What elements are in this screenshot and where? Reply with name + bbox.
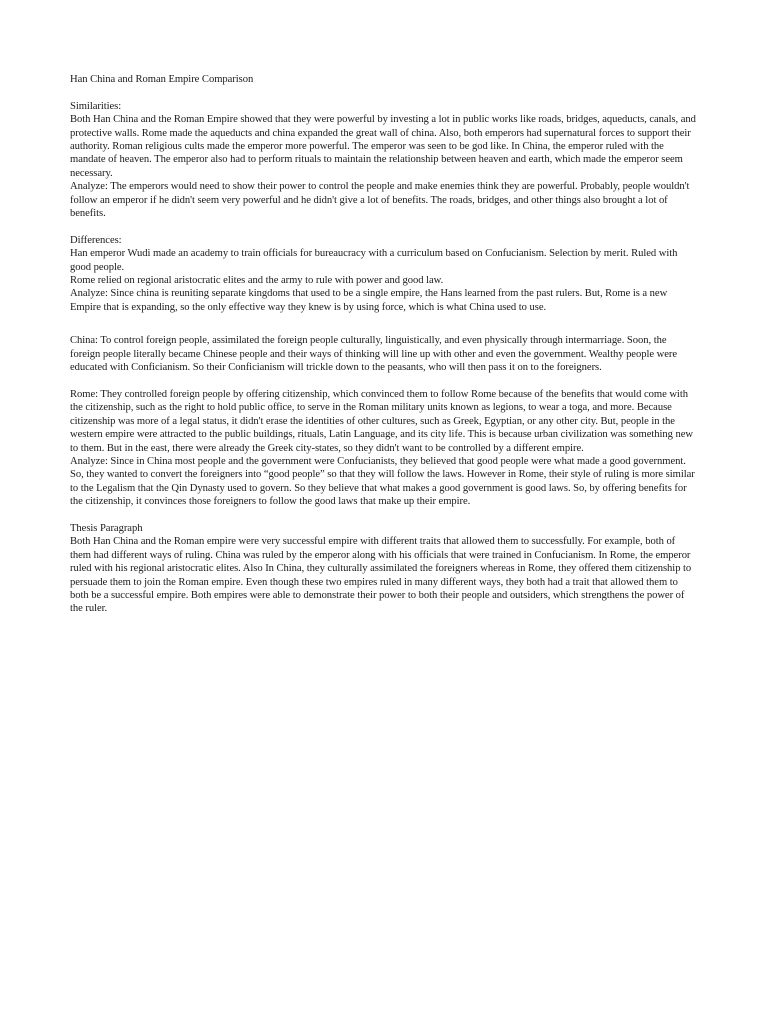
- differences-analyze: Analyze: Since china is reuniting separate kingdoms that used to be a single empire, the Hans learned from the past rulers. But, Rome is a new Empire that is expanding, so the only effective way they knew is by using force, which is what China used to use.: [70, 288, 668, 313]
- similarities-body: Both Han China and the Roman Empire showed that they were powerful by investing a lot in public works like roads, bridges, aqueducts, canals, and protective walls. Rome made the aqueducts and china expanded the great wall of china. Also, both emperors had supernatural forces to support their authority. Roman religious cults made the emperor more powerful. The emperor was seen to be god like. In China, the emperor ruled with the mandate of heaven. The emperor also had to perform rituals to maintain the relationship between heaven and earth, which made the emperor seem necessary.: [70, 114, 696, 179]
- spacer: [70, 375, 696, 388]
- rome-paragraph: Rome: They controlled foreign people by offering citizenship, which convinced them to follow Rome because of the benefits that would come with the citizenship, such as the right to hold public office, to serve in the Roman military units known as legions, to wear a toga, and more. Because citizenship was more of a legal status, it didn't erase the identities of other cultures, such as Greek, Egyptian, or any other city. But, people in the western empire were attracted to the public buildings, rituals, Latin Language, and its city life. This is because urban civilization was something new to them. But in the east, there were already the Greek city-states, so they didn't want to be controlled by a different empire.: [70, 388, 693, 454]
- similarities-analyze: Analyze: The emperors would need to show their power to control the people and make enemies think they are powerful. Probably, people wouldn't follow an emperor if he didn't seem very powerful and he didn't give a lot of benefits. The roads, bridges, and other things also brought a lot of benefits.: [70, 181, 690, 220]
- spacer: [70, 314, 696, 334]
- thesis-body: Both Han China and the Roman empire were very successful empire with different traits that allowed them to successfully. For example, both of them had different ways of ruling. China was ruled by the emperor along with his officials that were trained in Confucianism. In Rome, the emperor ruled with his regional aristocratic elites. Also In China, they culturally assimilated the foreigners whereas in Rome, they offered them citizenship to persuade them to join the Roman empire. Even though these two empires ruled in many different ways, they both had a trait that allowed them to both be a successful empire. Both empires were able to demonstrate their power to both their people and outsiders, which strengthens the power of the ruler.: [70, 536, 692, 615]
- rome-analyze: Analyze: Since in China most people and the government were Confucianists, they believed that good people were what made a good government. So, they wanted to convert the foreigners into “good people” so that they will follow the laws. However in Rome, their style of ruling is more similar to the Legalism that the Qin Dynasty used to govern. So they believe that what makes a good government is good laws. So, by offering benefits for the citizenship, it convinces those foreigners to follow the good laws that make up their empire.: [70, 455, 695, 508]
- document-page: [70, 73, 696, 616]
- spacer: [70, 220, 696, 233]
- differences-heading: Differences:: [70, 234, 122, 246]
- spacer: [70, 86, 696, 99]
- spacer: [70, 509, 696, 522]
- document-title: Han China and Roman Empire Comparison: [70, 74, 254, 85]
- thesis-heading: Thesis Paragraph: [70, 522, 143, 534]
- differences-han: Han emperor Wudi made an academy to train officials for bureaucracy with a curriculum based on Confucianism. Selection by merit. Ruled with good people.: [70, 248, 678, 273]
- differences-rome: Rome relied on regional aristocratic elites and the army to rule with power and good law.: [70, 275, 444, 287]
- similarities-heading: Similarities:: [70, 100, 122, 112]
- china-paragraph: China: To control foreign people, assimilated the foreign people culturally, linguistically, and even physically through intermarriage. Soon, the foreign people literally became Chinese people and their ways of thinking will line up with other and even the government. Wealthy people were educated with Conficianism. So their Conficianism will trickle down to the peasants, who will then pass it on to the foreigners.: [70, 335, 677, 374]
